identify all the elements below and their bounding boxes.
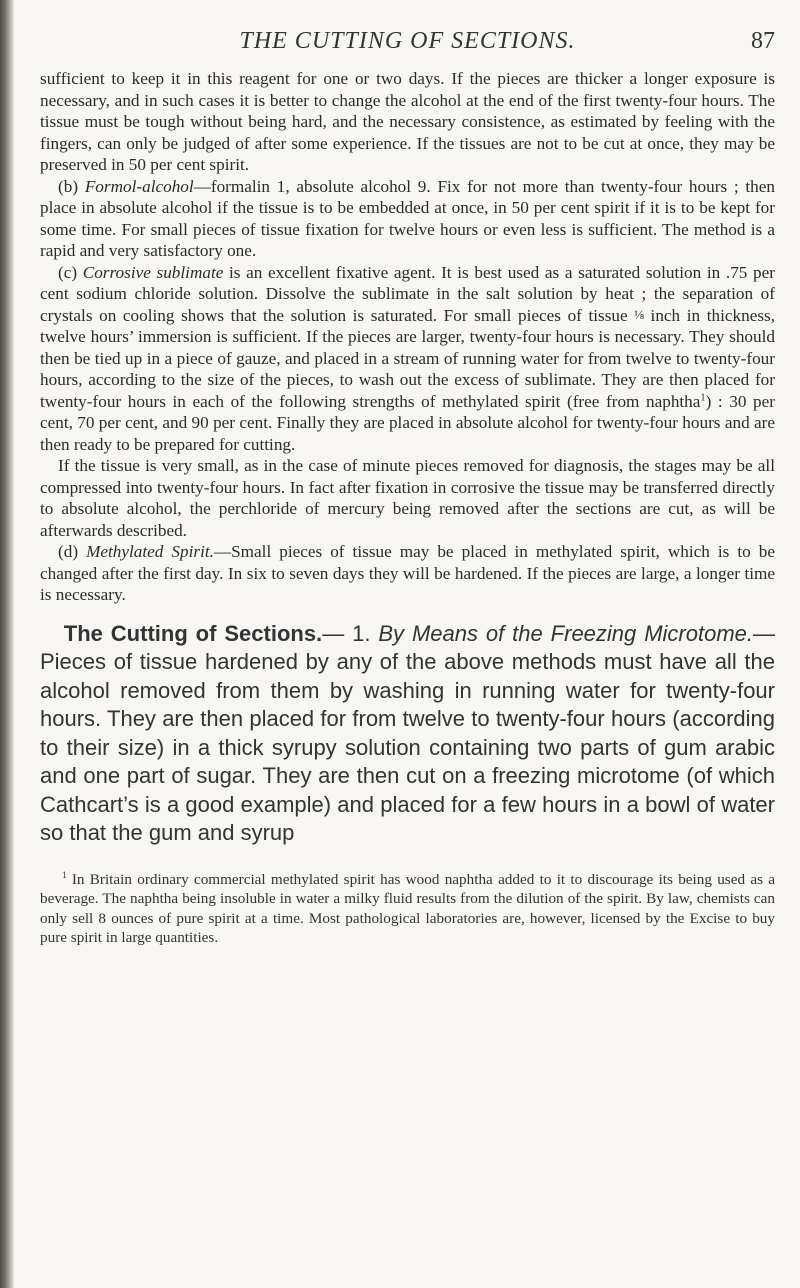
item-text: ) : 30 per cent, 70 per cent, and 90 per cent. Finally they are placed in absolute alcohol for twenty-four hours and are then ready to be prepared for cutting. [40,391,775,454]
footnote-marker: 1 [62,869,67,880]
paragraph-continuation: sufficient to keep it in this reagent for one or two days. If the pieces are thicker a longer exposure is necessary, and in such cases it is better to change the alcohol at the end of the first twenty-four hours. The tissue must be tough without being hard, and the necessary consistence, as estimated by feeling with the fingers, can only be judged of after some experience. If the tissues are not to be cut at once, they may be preserved in 50 per cent spirit. [40,69,775,174]
item-text: inch in thickness, twelve hours’ immersion is sufficient. If the pieces are larger, twenty-four hours is necessary. They should then be tied up in a piece of gauze, and placed in a stream of running water for from twelve to twenty-four hours, according to the size of the pieces, to wash out the excess of sublimate. They are then placed for twenty-four hours in each of the following strengths of methylated spirit (free from naphtha [40,305,775,411]
item-title: Corrosive sublimate [82,262,224,282]
body-text [40,68,775,606]
page-number: 87 [751,28,775,54]
item-text: is an excellent fixative agent. It is best used as a saturated solution in .75 per cent sodium chloride solution. Dissolve the sublimate in the salt solution by heat ; the separation of crystals on cooling shows that the solution is saturated. For small pieces of tissue [40,262,776,325]
footnote-reference[interactable]: 1 [700,391,706,403]
running-title: THE CUTTING OF SECTIONS. [239,28,576,54]
section-text: —Pieces of tissue hardened by any of the above methods must have all the alcohol removed from them by washing in running water for twenty-four hours. They are then placed for from twelve to twenty-four hours (according to their size) in a thick syrupy solution containing two parts of gum arabic and one part of sugar. They are then cut on a freezing microtome (of which Cathcart’s is a good example) and placed for a few hours in a bowl of water so that the gum and syrup [40,620,775,846]
section-paragraph [40,620,775,848]
footnote-text: In Britain ordinary commercial methylated spirit has wood naphtha added to it to discourage its being used as a beverage. The naphtha being insoluble in water a milky fluid results from the dilution of the spirit. By law, chemists can only sell 8 ounces of pure spirit at a time. Most pathological laboratories are, however, licensed by the Excise to buy pure spirit in large quantities. [40,870,775,947]
item-label: (b) [58,176,79,196]
item-label: (c) [58,262,78,282]
footnote [40,870,775,948]
page-header [40,28,775,68]
section-heading: The Cutting of Sections. [63,620,323,646]
paragraph-diagnosis: If the tissue is very small, as in the case of minute pieces removed for diagnosis, the stages may be all compressed into twenty-four hours. In fact after fixation in corrosive the tissue may be transferred directly to absolute alcohol, the perchloride of mercury being removed after the sections are cut, as will be afterwards described. [40,456,775,540]
fraction: ⅛ [634,307,644,322]
item-title: Formol-alcohol [84,176,194,196]
book-gutter-shadow [0,0,14,1288]
paragraph-formol-alcohol [40,176,775,262]
footnotes [40,870,775,948]
paragraph-methylated-spirit [40,541,775,606]
item-label: (d) [58,542,79,562]
section-number: — 1. [322,620,379,646]
book-page [40,28,775,948]
paragraph-corrosive-sublimate [40,262,775,456]
item-title: Methylated Spirit. [86,542,214,562]
item-text: —Small pieces of tissue may be placed in methylated spirit, which is to be changed after the first day. In six to seven days they will be hardened. If the pieces are large, a longer time is necessary. [40,542,776,605]
item-text: —formalin 1, absolute alcohol 9. Fix for not more than twenty-four hours ; then place in absolute alcohol if the tissue is to be embedded at once, in 50 per cent spirit if it is to be kept for some time. For small pieces of tissue fixation for twelve hours or even less is sufficient. The method is a rapid and very satisfactory one. [40,176,776,260]
section-subheading: By Means of the Freezing Microtome. [378,620,753,646]
section-cutting [40,620,775,848]
